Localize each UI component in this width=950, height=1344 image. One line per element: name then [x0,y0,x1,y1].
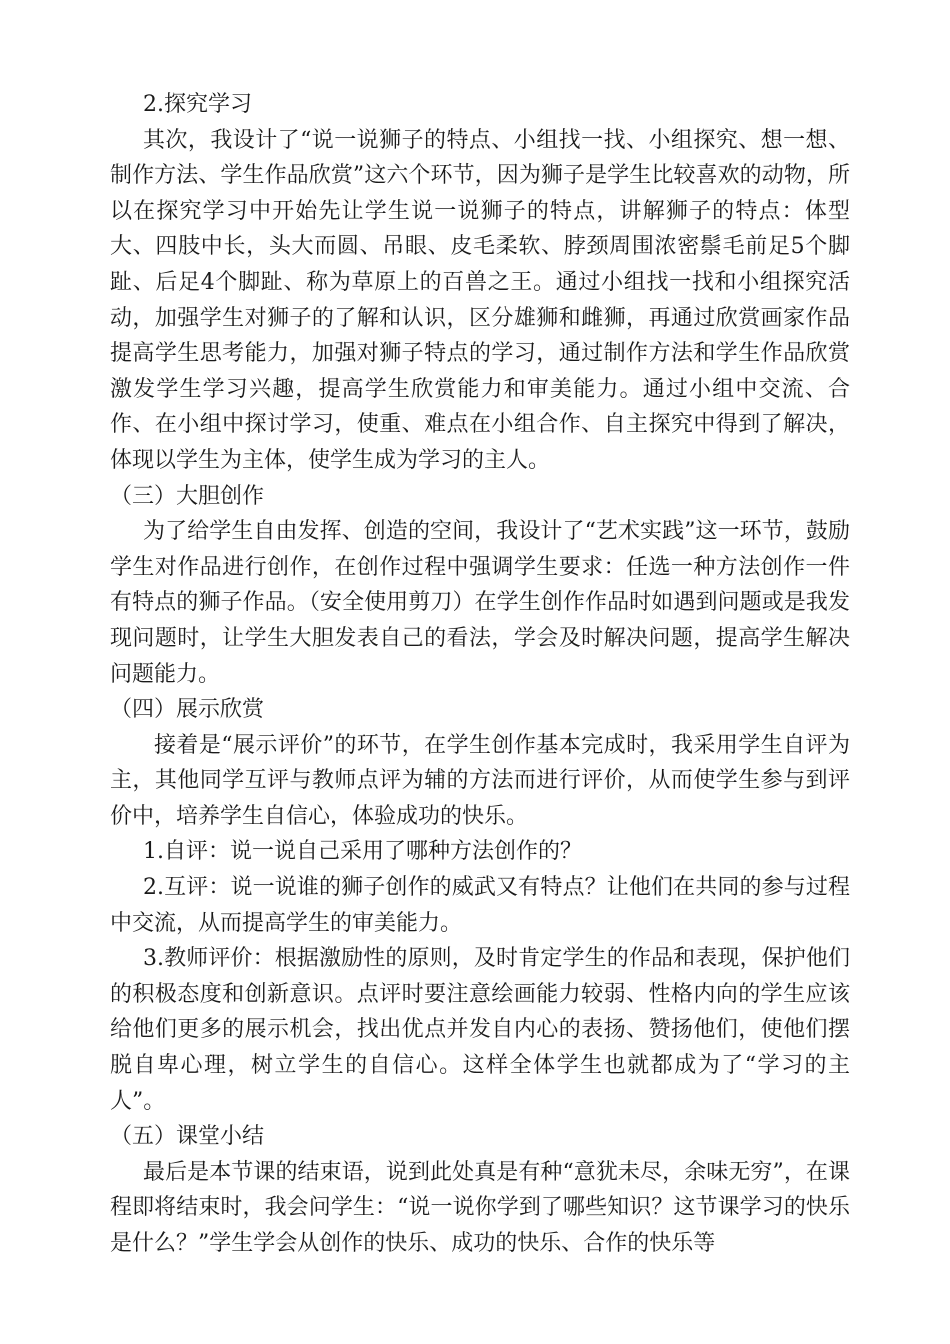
list-item-peer-evaluation: 2.互评：说一说谁的狮子创作的威武又有特点？让他们在共同的参与过程中交流，从而提高学生的审美能力。 [110,875,850,936]
list-item-teacher-evaluation: 3.教师评价：根据激励性的原则，及时肯定学生的作品和表现，保护他们的积极态度和创新意识。点评时要注意绘画能力较弱、性格内向的学生应该给他们更多的展示机会，找出优点并发自内心的表扬、赞扬他们，使他们摆脱自卑心理，树立学生的自信心。这样全体学生也就都成为了“学习的主人”。 [110,946,850,1114]
heading-explore-learning: 2.探究学习 [143,92,252,117]
heading-class-summary: （五）课堂小结 [110,1124,265,1150]
paragraph-bold-creation: 为了给学生自由发挥、创造的空间，我设计了“艺术实践”这一环节，鼓励学生对作品进行创作，在创作过程中强调学生要求：任选一种方法创作一件有特点的狮子作品。（安全使用剪刀）在学生创作作品时如遇到问题或是我发现问题时，让学生大胆发表自己的看法，学会及时解决问题，提高学生解决问题能力。 [110,519,850,687]
paragraph-explore-learning: 其次，我设计了“说一说狮子的特点、小组找一找、小组探究、想一想、制作方法、学生作品欣赏”这六个环节，因为狮子是学生比较喜欢的动物，所以在探究学习中开始先让学生说一说狮子的特点，讲解狮子的特点：体型大、四肢中长，头大而圆、吊眼、皮毛柔软、脖颈周围浓密鬃毛前足5个脚趾、后足4个脚趾、称为草原上的百兽之王。通过小组找一找和小组探究活动，加强学生对狮子的了解和认识，区分雄狮和雌狮，再通过欣赏画家作品提高学生思考能力，加强对狮子特点的学习，通过制作方法和学生作品欣赏激发学生学习兴趣，提高学生欣赏能力和审美能力。通过小组中交流、合作、在小组中探讨学习，使重、难点在小组合作、自主探究中得到了解决，体现以学生为主体，使学生成为学习的主人。 [110,127,850,473]
paragraph-class-summary: 最后是本节课的结束语，说到此处真是有种“意犹未尽，余味无穷”，在课程即将结束时，我会问学生：“说一说你学到了哪些知识？这节课学习的快乐是什么？”学生学会从创作的快乐、成功的快乐、合作的快乐等 [110,1159,850,1256]
heading-bold-creation: （三）大胆创作 [110,483,265,509]
list-item-self-evaluation: 1.自评：说一说自己采用了哪种方法创作的？ [143,839,582,865]
heading-display-appreciation: （四）展示欣赏 [110,697,265,723]
paragraph-display-appreciation: 接着是“展示评价”的环节，在学生创作基本完成时，我采用学生自评为主，其他同学互评与教师点评为辅的方法而进行评价，从而使学生参与到评价中，培养学生自信心，体验成功的快乐。 [110,732,850,829]
